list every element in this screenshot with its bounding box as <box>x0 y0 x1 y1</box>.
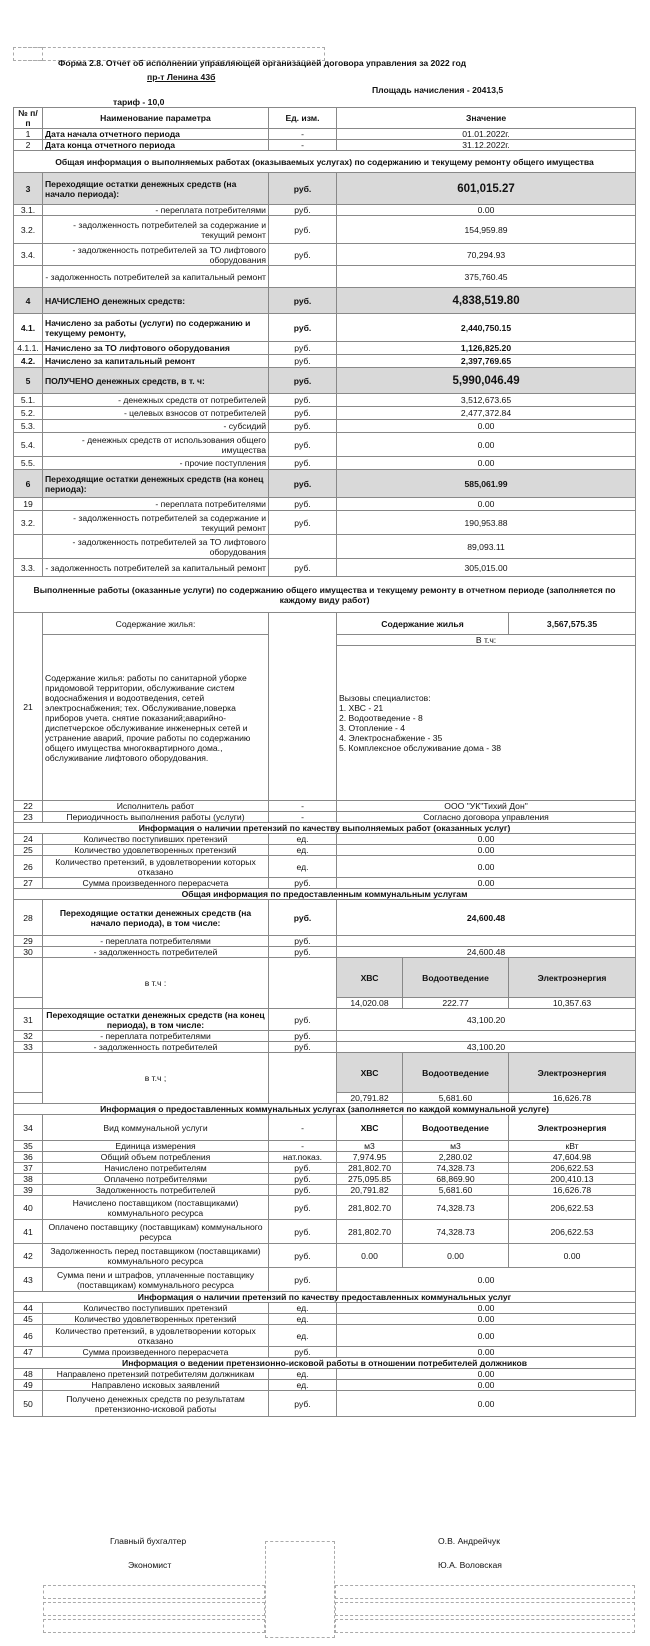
breakdown-header-row: в т.ч : ХВС Водоотведение Электроэнергия <box>14 958 636 998</box>
table-row: 6 Переходящие остатки денежных средств (на конец периода): руб. 585,061.99 <box>14 470 636 498</box>
section-title: Общая информация по предоставленным коммунальным услугам <box>14 889 636 900</box>
table-row: 47 Сумма произведенного перерасчета руб. 0.00 <box>14 1347 636 1358</box>
table-row: 3.4. - задолженность потребителей за ТО лифтового оборудования руб. 70,294.93 <box>14 244 636 266</box>
table-row: 3.2. - задолженность потребителей за содержание и текущий ремонт руб. 154,959.89 <box>14 216 636 244</box>
specialist-calls: Вызовы специалистов: 1. ХВС - 21 2. Водоотведение - 8 3. Отопление - 4 4. Электроснабжение - 35 5. Комплексное обслуживание дома - 38 <box>337 646 636 801</box>
table-row: 39 Задолженность потребителей руб. 20,791.82 5,681.60 16,626.78 <box>14 1185 636 1196</box>
table-row: - задолженность потребителей за капитальный ремонт 375,760.45 <box>14 266 636 288</box>
table-row: 24 Количество поступивших претензий ед. 0.00 <box>14 834 636 845</box>
table-row: 5.1. - денежных средств от потребителей руб. 3,512,673.65 <box>14 394 636 407</box>
table-row: 32 - переплата потребителями руб. <box>14 1031 636 1042</box>
table-row: Содержание жилья: работы по санитарной уборке придомовой территории, обслуживание систем водоснабжения и водоотведения, сетей электроснабжения; тех. Обслуживание,поверка приборов учета. снятие показаний;аварийно-диспетчерское обслуживание инженерных сетей и устранение аварий, прочие работы по содержанию общего имущества многоквартирного дома., обслуживание лифтового оборудования. В т.ч: <box>14 635 636 646</box>
table-row: 19 - переплата потребителями руб. 0.00 <box>14 498 636 511</box>
breakdown-values-row: 14,020.08 222.77 10,357.63 <box>14 998 636 1009</box>
table-row: 48 Направлено претензий потребителям должникам ед. 0.00 <box>14 1369 636 1380</box>
table-row: 26 Количество претензий, в удовлетворении которых отказано ед. 0.00 <box>14 856 636 878</box>
section-title: Выполненные работы (оказанные услуги) по содержанию общего имущества и текущему ремонту в отчетном периоде (заполняется по каждому виду работ) <box>14 577 636 613</box>
section-title-row <box>14 1358 636 1369</box>
signature-name-economist: Ю.А. Воловская <box>438 1560 502 1570</box>
address: пр-т Ленина 43б <box>147 72 216 82</box>
form-title: Форма 2.8. Отчет об исполнении управляющей организацией договора управления за 2022 год <box>58 58 467 68</box>
breakdown-values-row: 20,791.82 5,681.60 16,626.78 <box>14 1093 636 1104</box>
table-row: 35 Единица измерения - м3 м3 кВт <box>14 1141 636 1152</box>
table-row: 38 Оплачено потребителями руб. 275,095.85 68,869.90 200,410.13 <box>14 1174 636 1185</box>
table-row: 50 Получено денежных средств по результатам претензионно-исковой работы руб. 0.00 <box>14 1391 636 1417</box>
breakdown-header-row: в т.ч ; ХВС Водоотведение Электроэнергия <box>14 1053 636 1093</box>
table-row: 34 Вид коммунальной услуги - ХВС Водоотведение Электроэнергия <box>14 1115 636 1141</box>
table-row: 21 Содержание жилья: Содержание жилья 3,567,575.35 <box>14 613 636 635</box>
table-row: 49 Направлено исковых заявлений ед. 0.00 <box>14 1380 636 1391</box>
table-row: 4.1.1. Начислено за ТО лифтового оборудования руб. 1,126,825.20 <box>14 342 636 355</box>
table-row: 4.1. Начислено за работы (услуги) по содержанию и текущему ремонту, руб. 2,440,750.15 <box>14 314 636 342</box>
dotted-row <box>43 1602 265 1616</box>
table-row: 23 Периодичность выполнения работы (услуги) - Согласно договора управления <box>14 812 636 823</box>
col-num: № п/п <box>14 108 43 129</box>
section-title-row <box>14 823 636 834</box>
report-table <box>13 107 636 1417</box>
table-row: 3.2. - задолженность потребителей за содержание и текущий ремонт руб. 190,953.88 <box>14 511 636 535</box>
table-row: 42 Задолженность перед поставщиком (поставщиками) коммунального ресурса руб. 0.00 0.00 0.00 <box>14 1244 636 1268</box>
table-row: 31 Переходящие остатки денежных средств (на конец периода), в том числе: руб. 43,100.20 <box>14 1009 636 1031</box>
table-row: 3.1. - переплата потребителями руб. 0.00 <box>14 205 636 216</box>
works-description: Содержание жилья: работы по санитарной уборке придомовой территории, обслуживание систем водоснабжения и водоотведения, сетей электроснабжения; тех. Обслуживание,поверка приборов учета. снятие показаний;аварийно-диспетчерское обслуживание инженерных сетей и устранение аварий, прочие работы по содержанию общего имущества многоквартирного дома., обслуживание лифтового оборудования. <box>43 635 269 801</box>
table-row: 5.3. - субсидий руб. 0.00 <box>14 420 636 433</box>
table-row: 5 ПОЛУЧЕНО денежных средств, в т. ч: руб. 5,990,046.49 <box>14 368 636 394</box>
section-title: Информация о предоставленных коммунальных услугах (заполняется по каждой коммунальной услуге) <box>14 1104 636 1115</box>
table-row: 2 Дата конца отчетного периода - 31.12.2022г. <box>14 140 636 151</box>
section-title-row <box>14 1104 636 1115</box>
dotted-row <box>335 1619 635 1633</box>
area: Площадь начисления - 20413,5 <box>372 85 504 95</box>
table-row: - задолженность потребителей за ТО лифтового оборудования 89,093.11 <box>14 535 636 559</box>
dotted-row <box>43 1619 265 1633</box>
dotted-row <box>335 1602 635 1616</box>
section-title: Общая информация о выполняемых работах (оказываемых услугах) по содержанию и текущему ремонту общего имущества <box>14 151 636 173</box>
section-title-row <box>14 577 636 613</box>
col-name: Наименование параметра <box>43 108 269 129</box>
col-value: Значение <box>337 108 636 129</box>
section-title-row <box>14 889 636 900</box>
table-row: 5.2. - целевых взносов от потребителей руб. 2,477,372.84 <box>14 407 636 420</box>
section-title: Информация о наличии претензий по качеству предоставленных коммунальных услуг <box>14 1292 636 1303</box>
column-header-row <box>14 108 636 129</box>
table-row: 3 Переходящие остатки денежных средств (на начало периода): руб. 601,015.27 <box>14 173 636 205</box>
table-row: 33 - задолженность потребителей руб. 43,100.20 <box>14 1042 636 1053</box>
tariff: тариф - 10,0 <box>113 97 165 107</box>
table-row: 44 Количество поступивших претензий ед. 0.00 <box>14 1303 636 1314</box>
table-row: 41 Оплачено поставщику (поставщикам) коммунального ресурса руб. 281,802.70 74,328.73 206,622.53 <box>14 1220 636 1244</box>
section-title-row <box>14 1292 636 1303</box>
col-unit: Ед. изм. <box>269 108 337 129</box>
stamp-area <box>265 1541 335 1638</box>
section-title-row <box>14 151 636 173</box>
table-row: 40 Начислено поставщиком (поставщиками) коммунального ресурса руб. 281,802.70 74,328.73 206,622.53 <box>14 1196 636 1220</box>
table-row: 37 Начислено потребителям руб. 281,802.70 74,328.73 206,622.53 <box>14 1163 636 1174</box>
table-row: 3.3. - задолженность потребителей за капитальный ремонт руб. 305,015.00 <box>14 559 636 577</box>
table-row: 25 Количество удовлетворенных претензий ед. 0.00 <box>14 845 636 856</box>
dotted-row <box>335 1585 635 1599</box>
table-row: 36 Общий объем потребления нат.показ. 7,974.95 2,280.02 47,604.98 <box>14 1152 636 1163</box>
table-row: 46 Количество претензий, в удовлетворении которых отказано ед. 0.00 <box>14 1325 636 1347</box>
table-row: 29 - переплата потребителями руб. <box>14 936 636 947</box>
table-row: 4 НАЧИСЛЕНО денежных средств: руб. 4,838,519.80 <box>14 288 636 314</box>
table-row: 4.2. Начислено за капитальный ремонт руб. 2,397,769.65 <box>14 355 636 368</box>
table-row: 1 Дата начала отчетного периода - 01.01.2022г. <box>14 129 636 140</box>
table-row: 27 Сумма произведенного перерасчета руб. 0.00 <box>14 878 636 889</box>
signature-role-economist: Экономист <box>128 1560 172 1570</box>
table-row: 45 Количество удовлетворенных претензий ед. 0.00 <box>14 1314 636 1325</box>
table-row: 5.4. - денежных средств от использования общего имущества руб. 0.00 <box>14 433 636 457</box>
table-row: 22 Исполнитель работ - ООО "УК"Тихий Дон" <box>14 801 636 812</box>
table-row: 28 Переходящие остатки денежных средств (на начало периода), в том числе: руб. 24,600.48 <box>14 900 636 936</box>
table-row: 43 Сумма пени и штрафов, уплаченные поставщику (поставщикам) коммунального ресурса руб. 0.00 <box>14 1268 636 1292</box>
dotted-row <box>43 1585 265 1599</box>
table-row: 30 - задолженность потребителей руб. 24,600.48 <box>14 947 636 958</box>
signature-role-chief-accountant: Главный бухгалтер <box>110 1536 187 1546</box>
dotted-cell <box>13 47 43 61</box>
table-row: 5.5. - прочие поступления руб. 0.00 <box>14 457 636 470</box>
section-title: Информация о наличии претензий по качеству выполняемых работ (оказанных услуг) <box>14 823 636 834</box>
signature-name-chief-accountant: О.В. Андрейчук <box>438 1536 500 1546</box>
section-title: Информация о ведении претензионно-исковой работы в отношении потребителей должников <box>14 1358 636 1369</box>
